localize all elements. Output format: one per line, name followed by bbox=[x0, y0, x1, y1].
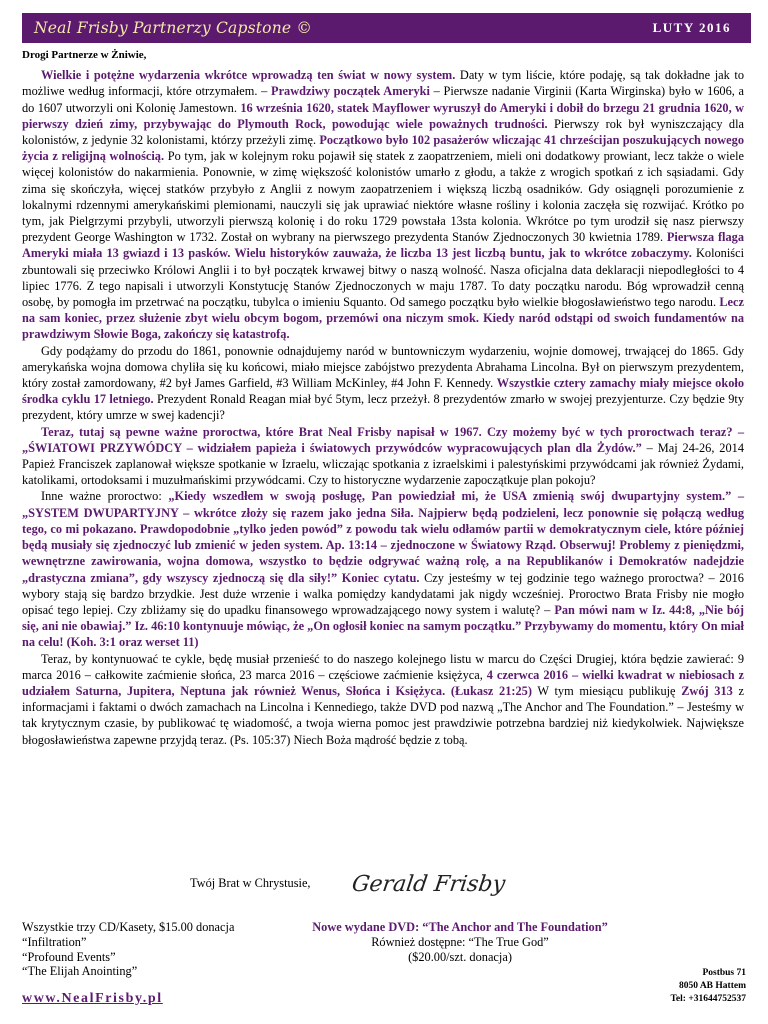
letter-paragraph bbox=[22, 343, 744, 424]
brand-title: Neal Frisby Partnerzy Capstone © bbox=[34, 19, 313, 37]
highlighted-text: „Kiedy wszedłem w swoją posługę, Pan powiedział mi, że USA zmienią swój dwupartyjny system.” – „SYSTEM DWUPARTYJNY – wkrótce złoży się razem jako jedna Siła. Najpierw będą podzieleni, lecz ponownie się połączą według tego, co mi pokazano. Prawdopodobnie „tylko jeden powód” z powodu tak wielu odłamów partii w demokratycznym ciele, które później będą musiały się zjednoczyć lub zmienić w jeden system. Ap. 13:14 – zjednoczone w Światowy Rząd. Obserwuj! Problemy z pieniędzmi, wewnętrzne zawirowania, wojna domowa, wszystko to będzie odgrywać ważną rolę, a na Republikanów i Demokratów nadejdzie „drastyczna zmiana”, gdy wszyscy zjednoczą się dla siły!” Koniec cytatu. bbox=[22, 489, 744, 585]
dvd-offer bbox=[310, 920, 610, 964]
highlighted-text: Prawdziwy początek Ameryki bbox=[271, 84, 430, 99]
address-line: Postbus 71 bbox=[702, 968, 746, 978]
body-text: Pierwszy rok był wyniszczający dla kolonistów, z jedynie 32 kolonistami, którzy przeżyli zimę. bbox=[22, 116, 744, 148]
highlighted-text: 4 czerwca 2016 – wielki kwadrat w niebiosach z udziałem Saturna, Jupitera, Neptuna jak również Wenus, Słońca i Księżyca. (Łukasz 21:25) bbox=[22, 667, 744, 698]
highlighted-text: Wielkie i potężne wydarzenia wkrótce wprowadzą ten świat w nowy system. bbox=[41, 68, 456, 83]
cd-title: “Infiltration” bbox=[22, 934, 87, 949]
letter-paragraph bbox=[22, 488, 744, 650]
mailing-address bbox=[670, 967, 746, 1006]
dvd-also-available: Również dostępne: “The True God” bbox=[371, 934, 549, 949]
body-text: W tym miesiącu publikuję bbox=[531, 683, 682, 698]
body-text: Inne ważne proroctwo: bbox=[41, 489, 169, 504]
highlighted-text: Początkowo było 102 pasażerów wliczając 41 chrześcijan poszukujących nowego życia z religijną wolnością. bbox=[22, 133, 744, 164]
highlighted-text: Teraz, tutaj są pewne ważne proroctwa, które Brat Neal Frisby napisał w 1967. Czy możemy być w tych proroctwach teraz? – „ŚWIATOWI PRZYWÓDCY – widziałem papieża i światowych przywódców wypracowujących plan dla Żydów.” bbox=[22, 424, 744, 455]
body-text: Po tym, jak w kolejnym roku pojawił się statek z zaopatrzeniem, mieli oni dodatkowy prowiant, lecz także o wiele więcej kolonistów do nakarmienia. Ponownie, w zimę większość kolonistów umarło z głodu, a także z wrogich spotkań z ich sąsiadami. Gdy zima się skończyła, więcej statków przybyło z Anglii z nowym zaopatrzeniem i większą liczbą osadników. Gdy osiągnęli porozumienie z lokalnymi rdzennymi amerykańskimi plemionami, nauczyli się jak uprawiać niektóre własne rośliny i kolonia zaczęła się rozwijać. Krótko po tym, jak Pielgrzymi przybyli, utworzyli pierwszą kolonię i do roku 1729 powstała 13sta kolonia. Wkrótce po tym urodził się nasz pierwszy prezydent George Washington w 1732. Został on wybrany na pierwszego prezydenta Stanów Zjednoczonych 30 kwietnia 1789. bbox=[22, 149, 744, 245]
dvd-price: ($20.00/szt. donacja) bbox=[408, 949, 512, 964]
letter-paragraphs bbox=[22, 67, 744, 748]
body-text: Daty w tym liście, które podaję, są tak dokładne jak to możliwe według informacji, które otrzymałem. – bbox=[22, 68, 744, 99]
letter-paragraph bbox=[22, 67, 744, 342]
header-bar bbox=[22, 13, 751, 43]
letter-paragraph bbox=[22, 424, 744, 489]
body-text: Gdy podążamy do przodu do 1861, ponownie odnajdujemy naród w buntowniczym wydarzeniu, wojnie domowej, trwającej do 1865. Gdy amerykańska wojna domowa chyliła się ku końcowi, miało miejsce zabójstwo prezydenta Abrahama Lincolna. Był on pierwszym prezydentem, który został zamordowany, #2 był James Garfield, #3 William McKinley, #4 John F. Kennedy. bbox=[22, 343, 744, 391]
cd-title: “The Elijah Anointing” bbox=[22, 964, 138, 979]
body-text: Czy jesteśmy w tej godzinie tego ważnego proroctwa? – 2016 wybory stają się bardzo brzydkie. Jest duże wrzenie i walka pomiędzy kandydatami jak nigdy wcześniej. Proroctwo Brata Frisby nie mogło opisać tego lepiej. Czy zbliżamy się do upadku finansowego wprowadzającego nowy system i walutę? – bbox=[22, 570, 744, 617]
body-text: z informacjami i faktami o dwóch zamachach na Lincolna i Kennediego, także DVD pod nazwą „The Anchor and The Foundation.” – Jesteśmy w tak krytycznym czasie, by publikować tę wiadomość, a twoja wierna pomoc jest prawdziwie potrzebna bardziej niż kiedykolwiek. Największe błogosławieństwa zapewne przyjdą teraz. (Ps. 105:37) Niech Boża mądrość będzie z tobą. bbox=[22, 683, 744, 747]
highlighted-text: Wszystkie cztery zamachy miały miejsce około środka cyklu 17 letniego. bbox=[22, 376, 744, 407]
highlighted-text: Pan mówi nam w Iz. 44:8, „Nie bój się, ani nie obawiaj.” Iz. 46:10 kontynuuje mówiąc, że „On ogłosił koniec na samym początku.” Przybywamy do momentu, który On miał na celu! (Koh. 3:1 oraz werset 11) bbox=[22, 602, 744, 650]
closing-line: Twój Brat w Chrystusie, bbox=[190, 876, 311, 890]
highlighted-text: Zwój 313 bbox=[681, 683, 733, 698]
body-text: Prezydent Ronald Reagan miał być 5tym, lecz przeżył. 8 prezydentów zmarło w swojej prezyjenturze. Czy będzie 9ty prezydent, który umrze w swej kadencji? bbox=[22, 392, 744, 423]
phone-number: Tel: +31644752537 bbox=[670, 994, 746, 1004]
cd-offer-line: Wszystkie trzy CD/Kasety, $15.00 donacja bbox=[22, 920, 235, 934]
highlighted-text: Pierwsza flaga Ameryki miała 13 gwiazd i 13 pasków. Wielu historyków zauważa, że liczba 13 jest liczbą buntu, jak to wkrótce zobaczymy. bbox=[22, 230, 744, 261]
website-link[interactable]: www.NealFrisby.pl bbox=[22, 991, 163, 1006]
cd-title: “Profound Events” bbox=[22, 949, 116, 964]
body-text: Teraz, by kontynuować te cykle, będę musiał przenieść to do naszego kolejnego listu w marcu do Części Drugiej, która będzie zawierać: 9 marca 2016 – całkowite zaćmienie słońca, 23 marca 2016 – częściowe zaćmienie księżyca, bbox=[22, 651, 744, 682]
body-text: – Maj 24-26, 2014 Papież Franciszek zaplanował większe spotkanie w Izraelu, wliczając spotkania z izraelskimi i palestyńskimi przywódcami jak również Żydami, katolikami, ortodoksami i muzułmańskimi przywódcami. Czy to historyczne wydarzenie zapoczątkuje plan pokoju? bbox=[22, 440, 744, 488]
highlighted-text: 16 września 1620, statek Mayflower wyruszył do Ameryki i dobił do brzegu 21 grudnia 1620, w pierwszy dzień zimy, przybywając do Plymouth Rock, powodując wiele poważnych trudności. bbox=[22, 100, 744, 131]
issue-date: LUTY 2016 bbox=[652, 20, 731, 35]
letter-body bbox=[22, 47, 744, 748]
letter-paragraph bbox=[22, 651, 744, 748]
salutation: Drogi Partnerze w Żniwie, bbox=[22, 49, 147, 61]
dvd-title: Nowe wydane DVD: “The Anchor and The Foundation” bbox=[312, 920, 608, 934]
cd-offer bbox=[22, 920, 234, 979]
body-text: Koloniści zbuntowali się przeciwko Królowi Anglii i to był początek krwawej bitwy o naszą wolność. Nasza oficjalna data deklaracji niepodległości to 4 lipiec 1776. Z tego napisali i utworzyli Konstytucję Stanów Zjednoczonych w maju 1787. To daty początku narodu. Bóg wprowadził cenną osobę, by pomogła im przetrwać na początku, tubylca o imieniu Squanto. Od samego początku było wielkie błogosławieństwo tego narodu. bbox=[22, 246, 744, 310]
highlighted-text: Lecz na sam koniec, przez służenie zbyt wielu obcym bogom, przemówi ona niczym smok. Kiedy naród odstąpi od swoich fundamentów na prawdziwym Słowie Boga, zakończy się katastrofą. bbox=[22, 295, 744, 342]
address-line: 8050 AB Hattem bbox=[678, 981, 746, 991]
signature: Gerald Frisby bbox=[350, 872, 507, 897]
body-text: – Pierwsze nadanie Virginii (Karta Wirginska) było w 1606, a do 1607 utworzyli oni Kolonię Jamestown. bbox=[22, 84, 745, 115]
